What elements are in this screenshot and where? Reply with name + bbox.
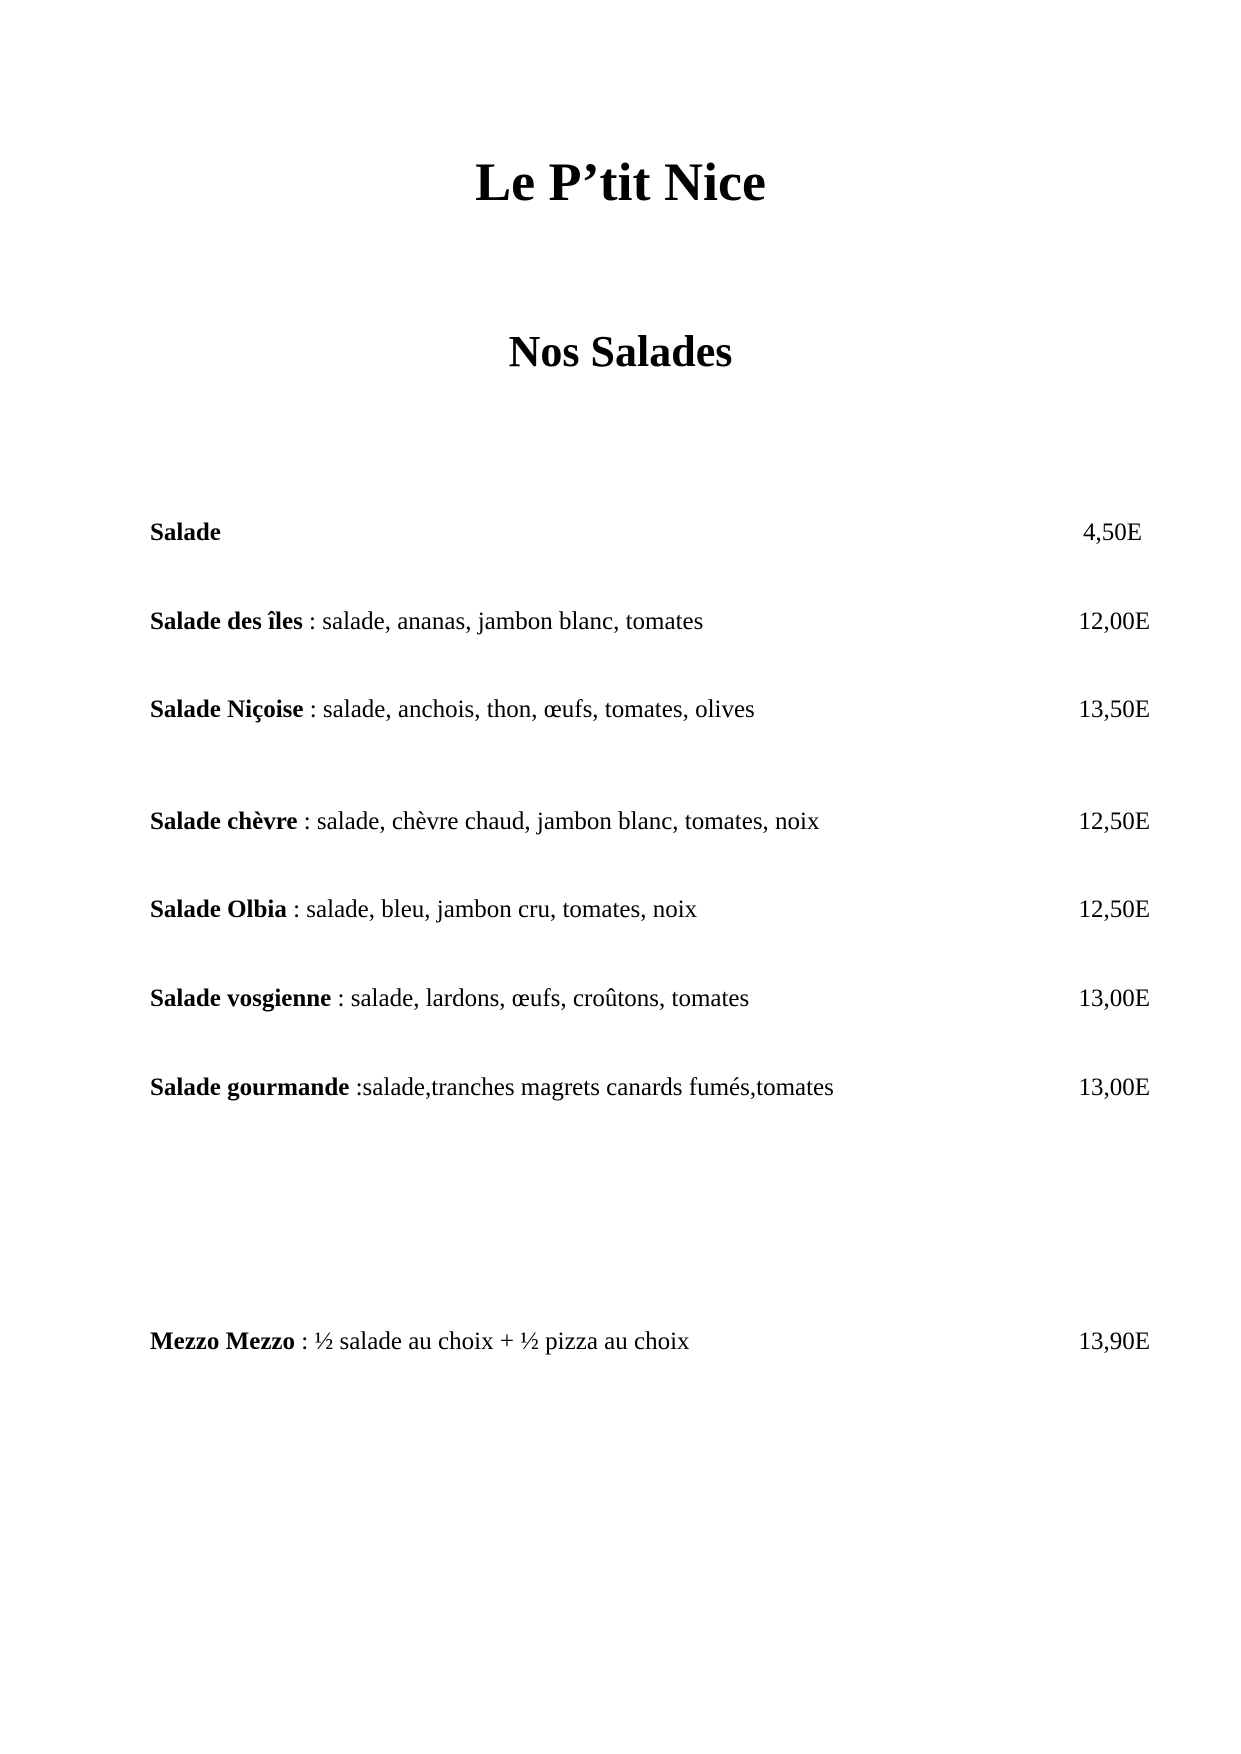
menu-item [150,515,1150,551]
menu-item-price: 13,00E [1078,985,1150,1012]
menu-item [150,692,1150,728]
menu-item-name: Salade vosgienne [150,985,332,1012]
menu-item-separator: : [303,696,323,723]
menu-item-description: ½ salade au choix + ½ pizza au choix [314,1328,690,1355]
menu-item-name: Salade [150,519,221,546]
menu-item-description: salade, anchois, thon, œufs, tomates, olives [322,696,755,723]
menu-item-name: Mezzo Mezzo [150,1328,296,1355]
menu-item-description: salade, bleu, jambon cru, tomates, noix [306,896,698,923]
menu-item-name: Salade Niçoise [150,696,304,723]
menu-item-separator: : [331,985,351,1012]
restaurant-name: Le P’tit Nice [475,152,766,212]
menu-item-price: 12,50E [1078,896,1150,923]
menu-item-description: salade, lardons, œufs, croûtons, tomates [350,985,750,1012]
menu-item-price: 12,00E [1078,608,1150,635]
menu-item-separator: : [297,808,317,835]
menu-item [150,892,1150,928]
menu-item-description: salade, chèvre chaud, jambon blanc, tomates, noix [316,808,820,835]
menu-item-price: 12,50E [1078,808,1150,835]
menu-item-name: Salade Olbia [150,896,287,923]
menu-item-name: Salade gourmande [150,1074,350,1101]
menu-item-price: 4,50E [1082,519,1142,546]
menu-item [150,604,1150,640]
menu-item-price: 13,90E [1078,1328,1150,1355]
menu-item [150,1070,1150,1106]
menu-item-price: 13,50E [1078,696,1150,723]
menu-item [150,804,1150,840]
menu-item [150,981,1150,1017]
menu-item-separator: : [286,896,307,923]
menu-item-description: salade,tranches magrets canards fumés,tomates [362,1074,834,1101]
section-title: Nos Salades [508,327,733,376]
menu-item-name: Salade chèvre [150,808,298,835]
menu-item-price: 13,00E [1078,1074,1150,1101]
menu-item-separator: : [349,1074,363,1101]
menu-item-name: Salade des îles [150,608,303,635]
menu-item-separator: : [295,1328,315,1355]
menu-item [150,1324,1150,1360]
menu-item-separator: : [302,608,323,635]
menu-item-description: salade, ananas, jambon blanc, tomates [322,608,704,635]
